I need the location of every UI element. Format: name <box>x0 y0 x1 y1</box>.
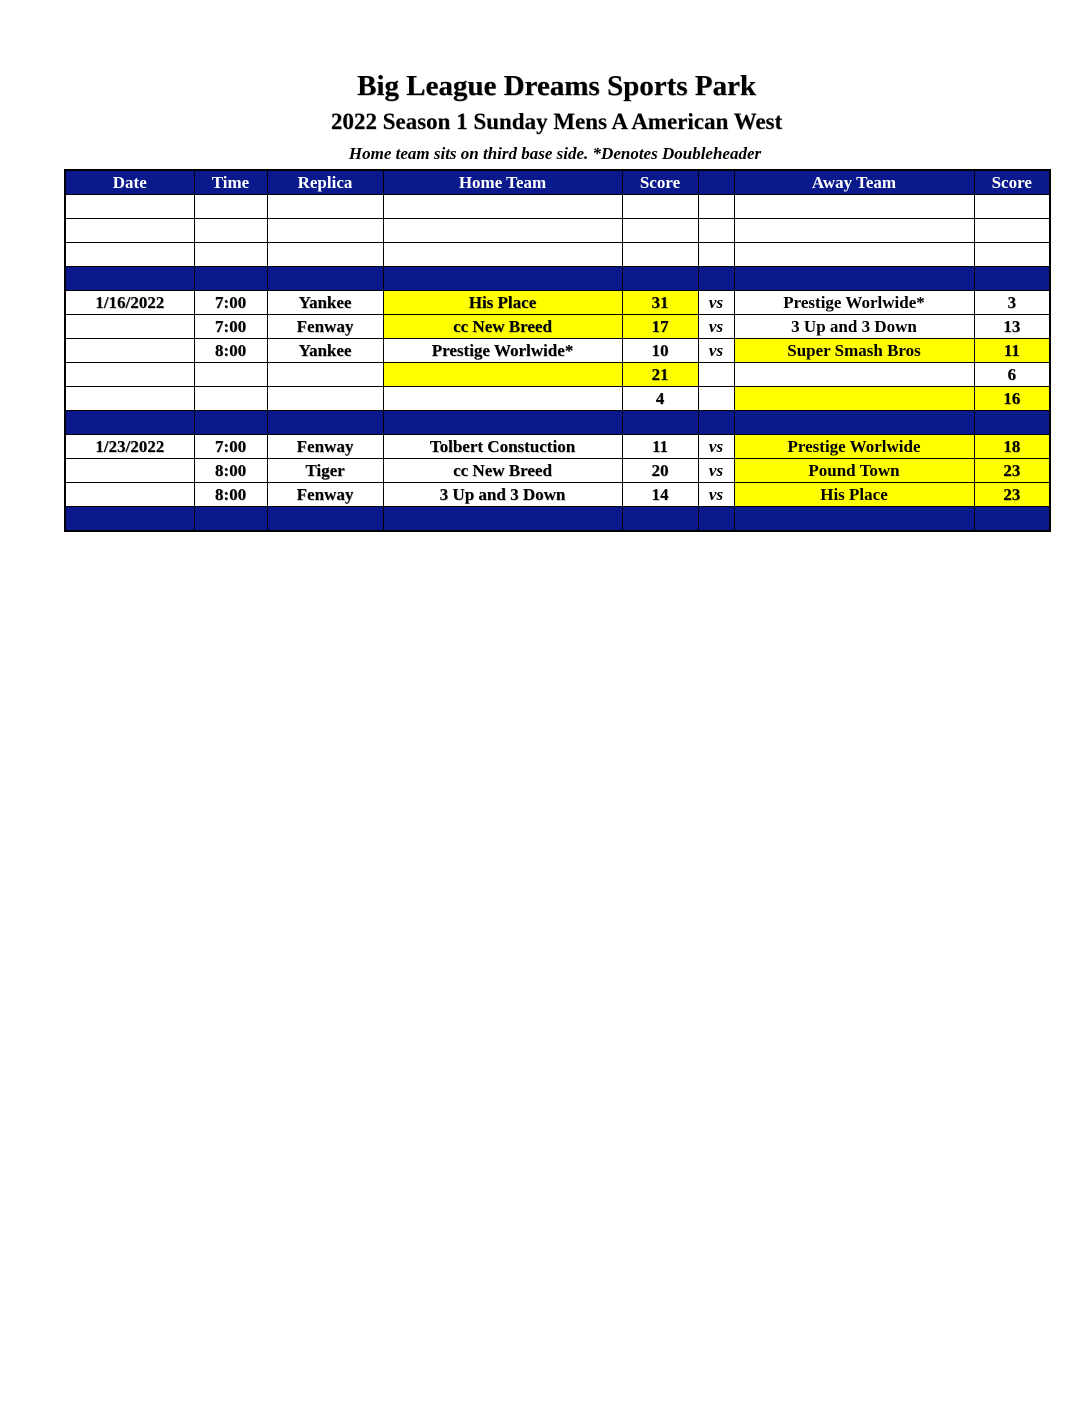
replica-cell: Fenway <box>267 483 383 507</box>
away-team-cell <box>734 387 974 411</box>
home-team-cell <box>383 267 622 291</box>
time-cell: 8:00 <box>194 459 267 483</box>
home-team-cell: His Place <box>383 291 622 315</box>
away-score-cell: 23 <box>974 483 1050 507</box>
home-team-cell <box>383 363 622 387</box>
vs-cell <box>698 195 734 219</box>
home-score-cell: 21 <box>622 363 698 387</box>
col-header-date: Date <box>65 170 194 195</box>
table-row <box>65 315 1050 339</box>
table-row <box>65 459 1050 483</box>
date-cell <box>65 459 194 483</box>
page-subtitle: 2022 Season 1 Sunday Mens A American West <box>330 109 783 134</box>
home-team-cell <box>383 219 622 243</box>
separator-row <box>65 267 1050 291</box>
vs-cell: vs <box>698 483 734 507</box>
time-cell <box>194 219 267 243</box>
away-team-cell: His Place <box>734 483 974 507</box>
table-row <box>65 291 1050 315</box>
vs-cell: vs <box>698 435 734 459</box>
col-header-replica: Replica <box>267 170 383 195</box>
date-cell <box>65 219 194 243</box>
vs-cell <box>698 387 734 411</box>
replica-cell <box>267 507 383 532</box>
schedule-body <box>65 195 1050 532</box>
date-cell <box>65 315 194 339</box>
blank-row <box>65 195 1050 219</box>
replica-cell <box>267 195 383 219</box>
replica-cell: Tiger <box>267 459 383 483</box>
time-cell <box>194 267 267 291</box>
blank-row <box>65 243 1050 267</box>
home-team-cell <box>383 195 622 219</box>
home-score-cell: 31 <box>622 291 698 315</box>
replica-cell: Yankee <box>267 291 383 315</box>
vs-cell <box>698 219 734 243</box>
home-team-cell <box>383 411 622 435</box>
table-row <box>65 363 1050 387</box>
away-score-cell <box>974 195 1050 219</box>
table-row <box>65 339 1050 363</box>
away-team-cell: Super Smash Bros <box>734 339 974 363</box>
home-score-cell <box>622 411 698 435</box>
replica-cell <box>267 219 383 243</box>
replica-cell: Fenway <box>267 435 383 459</box>
time-cell <box>194 243 267 267</box>
away-score-cell <box>974 411 1050 435</box>
date-cell <box>65 507 194 532</box>
vs-cell <box>698 243 734 267</box>
home-score-cell <box>622 195 698 219</box>
home-score-cell: 4 <box>622 387 698 411</box>
vs-cell: vs <box>698 459 734 483</box>
time-cell: 7:00 <box>194 291 267 315</box>
replica-cell <box>267 243 383 267</box>
vs-cell <box>698 363 734 387</box>
away-team-cell: 3 Up and 3 Down <box>734 315 974 339</box>
date-cell <box>65 483 194 507</box>
replica-cell <box>267 363 383 387</box>
away-team-cell <box>734 411 974 435</box>
date-cell <box>65 243 194 267</box>
col-header-vs <box>698 170 734 195</box>
home-team-cell: Prestige Worlwide* <box>383 339 622 363</box>
col-header-away-score: Score <box>974 170 1050 195</box>
col-header-time: Time <box>194 170 267 195</box>
replica-cell <box>267 411 383 435</box>
blank-row <box>65 219 1050 243</box>
home-score-cell <box>622 243 698 267</box>
vs-cell <box>698 507 734 532</box>
away-score-cell: 16 <box>974 387 1050 411</box>
replica-cell: Yankee <box>267 339 383 363</box>
away-team-cell <box>734 267 974 291</box>
home-score-cell <box>622 267 698 291</box>
away-team-cell <box>734 363 974 387</box>
time-cell <box>194 387 267 411</box>
separator-row <box>65 507 1050 532</box>
away-team-cell: Prestige Worlwide* <box>734 291 974 315</box>
home-team-cell: Tolbert Constuction <box>383 435 622 459</box>
replica-cell <box>267 267 383 291</box>
col-header-away-team: Away Team <box>734 170 974 195</box>
time-cell: 7:00 <box>194 315 267 339</box>
table-row <box>65 483 1050 507</box>
home-score-cell: 14 <box>622 483 698 507</box>
schedule-note: Home team sits on third base side. *Denotes Doubleheader <box>348 144 762 163</box>
col-header-home-score: Score <box>622 170 698 195</box>
time-cell: 7:00 <box>194 435 267 459</box>
away-team-cell <box>734 219 974 243</box>
away-team-cell <box>734 507 974 532</box>
vs-cell <box>698 411 734 435</box>
away-team-cell <box>734 243 974 267</box>
time-cell: 8:00 <box>194 339 267 363</box>
away-score-cell <box>974 219 1050 243</box>
home-score-cell: 20 <box>622 459 698 483</box>
separator-row <box>65 411 1050 435</box>
date-cell <box>65 339 194 363</box>
date-cell <box>65 267 194 291</box>
replica-cell: Fenway <box>267 315 383 339</box>
away-score-cell: 11 <box>974 339 1050 363</box>
home-team-cell <box>383 243 622 267</box>
time-cell <box>194 411 267 435</box>
home-score-cell: 11 <box>622 435 698 459</box>
home-team-cell: 3 Up and 3 Down <box>383 483 622 507</box>
away-team-cell <box>734 195 974 219</box>
away-score-cell <box>974 507 1050 532</box>
page-title: Big League Dreams Sports Park <box>356 70 756 102</box>
date-cell: 1/16/2022 <box>65 291 194 315</box>
date-cell: 1/23/2022 <box>65 435 194 459</box>
replica-cell <box>267 387 383 411</box>
table-row <box>65 435 1050 459</box>
home-team-cell: cc New Breed <box>383 315 622 339</box>
home-score-cell <box>622 507 698 532</box>
home-team-cell <box>383 507 622 532</box>
home-team-cell: cc New Breed <box>383 459 622 483</box>
time-cell <box>194 507 267 532</box>
vs-cell <box>698 267 734 291</box>
date-cell <box>65 411 194 435</box>
away-team-cell: Prestige Worlwide <box>734 435 974 459</box>
date-cell <box>65 363 194 387</box>
col-header-home-team: Home Team <box>383 170 622 195</box>
home-team-cell <box>383 387 622 411</box>
time-cell <box>194 363 267 387</box>
time-cell: 8:00 <box>194 483 267 507</box>
home-score-cell: 10 <box>622 339 698 363</box>
date-cell <box>65 195 194 219</box>
away-score-cell <box>974 243 1050 267</box>
date-cell <box>65 387 194 411</box>
away-score-cell: 6 <box>974 363 1050 387</box>
table-header-row <box>65 170 1050 195</box>
away-score-cell <box>974 267 1050 291</box>
schedule-table <box>64 169 1051 532</box>
vs-cell: vs <box>698 315 734 339</box>
vs-cell: vs <box>698 291 734 315</box>
home-score-cell <box>622 219 698 243</box>
away-score-cell: 18 <box>974 435 1050 459</box>
away-score-cell: 3 <box>974 291 1050 315</box>
away-score-cell: 23 <box>974 459 1050 483</box>
vs-cell: vs <box>698 339 734 363</box>
table-row <box>65 387 1050 411</box>
home-score-cell: 17 <box>622 315 698 339</box>
time-cell <box>194 195 267 219</box>
away-score-cell: 13 <box>974 315 1050 339</box>
away-team-cell: Pound Town <box>734 459 974 483</box>
